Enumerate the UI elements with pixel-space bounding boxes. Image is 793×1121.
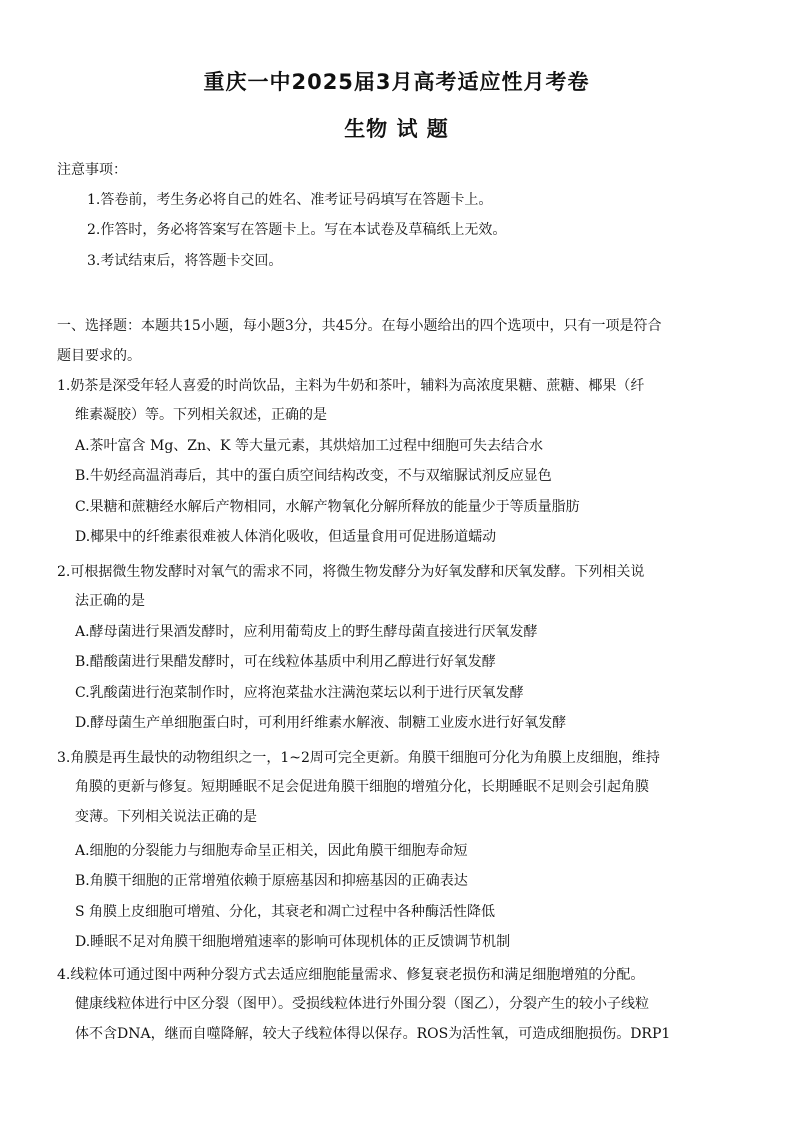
option-c: C.果糖和蔗糖经水解后产物相同，水解产物氧化分解所释放的能量少于等质量脂肪 [75,499,580,515]
question-stem: 1.奶茶是深受年轻人喜爱的时尚饮品，主料为牛奶和茶叶，辅料为高浓度果糖、蔗糖、椰果（纤 [57,378,645,394]
question-stem: 体不含DNA，继而自噬降解，较大子线粒体得以保存。ROS为活性氧，可造成细胞损伤。DRP1 [75,1026,671,1042]
option-a: A.酵母菌进行果酒发酵时，应利用葡萄皮上的野生酵母菌直接进行厌氧发酵 [75,624,538,640]
question-stem: 2.可根据微生物发酵时对氧气的需求不同，将微生物发酵分为好氧发酵和厌氧发酵。下列相关说 [57,564,645,580]
option-b: B.角膜干细胞的正常增殖依赖于原癌基因和抑癌基因的正确表达 [75,873,468,889]
option-d: D.酵母菌生产单细胞蛋白时，可利用纤维素水解液、制糖工业废水进行好氧发酵 [75,715,567,731]
exam-title: 重庆一中2025届3月高考适应性月考卷 [203,70,590,94]
question-stem: 维素凝胶）等。下列相关叙述，正确的是 [75,407,327,423]
option-d: D.椰果中的纤维素很难被人体消化吸收，但适量食用可促进肠道蠕动 [75,529,497,545]
option-a: A.细胞的分裂能力与细胞寿命呈正相关，因此角膜干细胞寿命短 [75,843,468,859]
question-stem: 3.角膜是再生最快的动物组织之一，1~2周可完全更新。角膜干细胞可分化为角膜上皮细胞，维持 [57,750,660,766]
option-a: A.茶叶富含 Mg、Zn、K 等大量元素，其烘焙加工过程中细胞可失去结合水 [75,438,543,454]
question-stem: 法正确的是 [75,593,145,609]
notice-item: 1.答卷前，考生务必将自己的姓名、准考证号码填写在答题卡上。 [87,192,493,208]
question-stem: 角膜的更新与修复。短期睡眠不足会促进角膜干细胞的增殖分化，长期睡眠不足则会引起角膜 [75,779,649,795]
subject-title: 生物 试 题 [344,117,449,141]
notice-heading: 注意事项： [57,162,127,178]
option-c: S 角膜上皮细胞可增殖、分化，其衰老和凋亡过程中各种酶活性降低 [75,904,496,920]
option-b: B.牛奶经高温消毒后，其中的蛋白质空间结构改变，不与双缩脲试剂反应显色 [75,468,552,484]
option-d: D.睡眠不足对角膜干细胞增殖速率的影响可体现机体的正反馈调节机制 [75,934,511,950]
option-b: B.醋酸菌进行果醋发酵时，可在线粒体基质中利用乙醇进行好氧发酵 [75,654,496,670]
notice-item: 2.作答时，务必将答案写在答题卡上。写在本试卷及草稿纸上无效。 [87,222,507,238]
question-stem: 健康线粒体进行中区分裂（图甲）。受损线粒体进行外围分裂（图乙），分裂产生的较小子线粒 [75,996,649,1012]
question-stem: 4.线粒体可通过图中两种分裂方式去适应细胞能量需求、修复衰老损伤和满足细胞增殖的分配。 [57,967,645,983]
option-c: C.乳酸菌进行泡菜制作时，应将泡菜盐水注满泡菜坛以利于进行厌氧发酵 [75,685,524,701]
section-intro-line: 题目要求的。 [57,348,141,364]
notice-item: 3.考试结束后，将答题卡交回。 [87,253,283,269]
question-stem: 变薄。下列相关说法正确的是 [75,809,257,825]
section-intro-line: 一、选择题：本题共15小题，每小题3分，共45分。在每小题给出的四个选项中，只有一项是符合 [57,318,662,334]
